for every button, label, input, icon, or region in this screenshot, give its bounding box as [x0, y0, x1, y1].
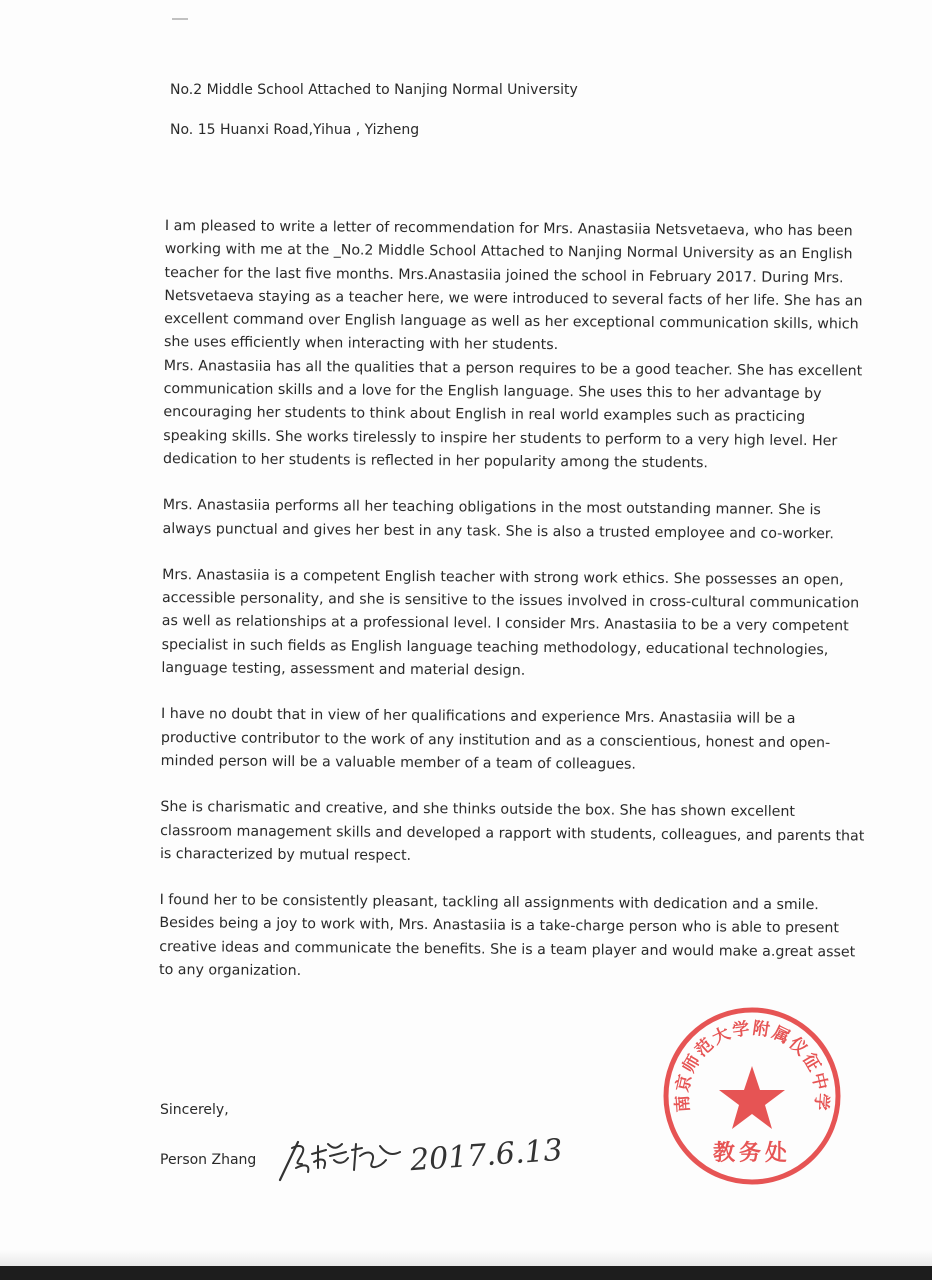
- scan-edge-fade: [0, 1250, 932, 1266]
- school-address: No. 15 Huanxi Road,Yihua , Yizheng: [170, 122, 420, 138]
- paragraph-obligations: Mrs. Anastasiia performs all her teaching obligations in the most outstanding manner. She is always punctual and gives her best in any task. She is also a trusted employee and co-worker.: [162, 497, 834, 542]
- school-name: No.2 Middle School Attached to Nanjing Normal University: [170, 82, 578, 98]
- paragraph-pleasant: I found her to be consistently pleasant, tackling all assignments with dedication and a smile. Besides being a joy to work with, Mrs. Anastasiia is a take-charge person who is able to present creative ideas and communicate the benefits. She is a team player and would make a.great asset to any organization.: [159, 892, 856, 980]
- scan-mark: [172, 18, 188, 20]
- closing-text: Sincerely,: [160, 1102, 229, 1118]
- paragraph-qualifications: I have no doubt that in view of her qualifications and experience Mrs. Anastasiia will be a productive contributor to the work of any institution and as a conscientious, honest and open-minded person will be a valuable member of a team of colleagues.: [160, 706, 831, 773]
- closing: [160, 1100, 229, 1120]
- paragraph-intro: I am pleased to write a letter of recommendation for Mrs. Anastasiia Netsvetaeva, who has been working with me at the _No.2 Middle School Attached to Nanjing Normal University as an English teacher for the last five months. Mrs.Anastasiia joined the school in February 2017. During Mrs. Netsvetaeva staying as a teacher here, we were introduced to several facts of her life. She has an excellent command over English language as well as her exceptional communication skills, which she uses efficiently when interacting with her students.: [163, 217, 863, 354]
- signer-name: Person Zhang: [160, 1152, 257, 1168]
- paragraph-qualities: Mrs. Anastasiia has all the qualities that a person requires to be a good teacher. She has excellent communication skills and a love for the English language. She uses this to her advantage by encouraging her students to think about English in real world examples such as practicing speaking skills. She works tirelessly to inspire her students to perform to a very high level. Her dedication to her students is reflected in her popularity among the students.: [163, 357, 863, 472]
- svg-text:南京师范大学附属仪征中学: 南京师范大学附属仪征中学: [672, 1018, 832, 1113]
- letter-header: [170, 80, 870, 140]
- paragraph-creativity: She is charismatic and creative, and she thinks outside the box. She has shown excellent classroom management skills and developed a rapport with students, colleagues, and parents that is characterized by mutual respect.: [159, 799, 865, 864]
- letter-body: [159, 215, 870, 1011]
- paragraph-competence: Mrs. Anastasiia is a competent English teacher with strong work ethics. She possesses an open, accessible personality, and she is sensitive to the issues involved in cross-cultural communication as well as relationships at a professional level. I consider Mrs. Anastasiia to be a very competent specialist in such fields as English language teaching methodology, educational technologies, language testing, assessment and material design.: [161, 566, 860, 679]
- svg-text:教务处: 教务处: [712, 1141, 792, 1166]
- scan-bottom-edge: [0, 1266, 932, 1280]
- handwritten-signature: [268, 1134, 428, 1188]
- official-seal: [660, 1004, 844, 1188]
- signer-row: [160, 1132, 580, 1188]
- handwritten-date: 2017.6.13: [408, 1132, 564, 1179]
